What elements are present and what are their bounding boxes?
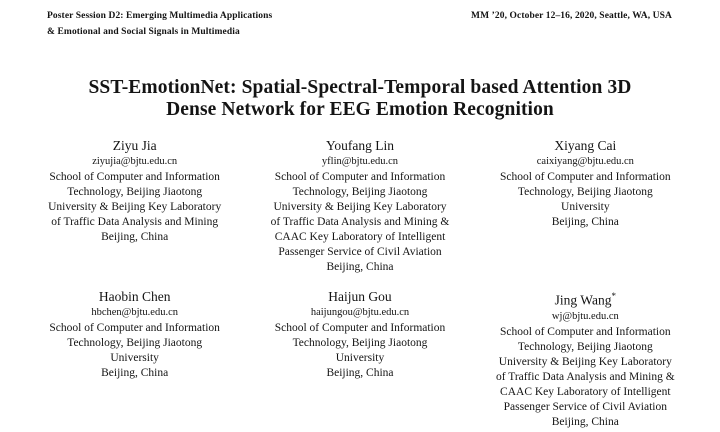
- affiliation-line: CAAC Key Laboratory of Intelligent: [500, 385, 671, 398]
- author-name-text: Xiyang Cai: [554, 138, 617, 153]
- author-name-text: Jing Wang: [554, 292, 612, 308]
- affiliation-line: Beijing, China: [326, 367, 394, 379]
- affiliation-line: Beijing, China: [551, 216, 619, 228]
- paper-title: [0, 77, 720, 121]
- author-footnote-marker: *: [611, 291, 616, 301]
- affiliation-line: of Traffic Data Analysis and Mining &: [495, 370, 675, 383]
- session-title-line-1: Poster Session D2: Emerging Multimedia Applications: [47, 11, 273, 21]
- affiliation-line: Passenger Service of Civil Aviation: [503, 400, 667, 413]
- affiliation-line: University & Beijing Key Laboratory: [48, 201, 222, 213]
- author-block: [249, 288, 470, 381]
- author-email: ziyujia@bjtu.edu.cn: [92, 156, 178, 167]
- author-email: hbchen@bjtu.edu.cn: [91, 307, 178, 318]
- author-name: [475, 137, 696, 154]
- paper-title-line-2: Dense Network for EEG Emotion Recognition: [166, 99, 554, 120]
- affiliation-line: Beijing, China: [101, 367, 169, 379]
- affiliation-line: University & Beijing Key Laboratory: [273, 201, 447, 213]
- authors-grid: [24, 137, 696, 430]
- affiliation-line: of Traffic Data Analysis and Mining: [51, 216, 219, 228]
- affiliation-line: Beijing, China: [551, 415, 619, 428]
- author-email: caixiyang@bjtu.edu.cn: [536, 156, 634, 167]
- running-header: [47, 9, 672, 40]
- affiliation-line: School of Computer and Information: [500, 325, 671, 338]
- affiliation-line: School of Computer and Information: [49, 322, 220, 334]
- author-affiliation: [249, 170, 470, 275]
- author-block: [249, 137, 470, 275]
- author-block: [24, 137, 245, 245]
- author-affiliation: [249, 321, 470, 381]
- author-name: [249, 288, 470, 305]
- author-email: yflin@bjtu.edu.cn: [321, 156, 399, 167]
- author-block: [475, 137, 696, 230]
- affiliation-line: of Traffic Data Analysis and Mining &: [270, 216, 450, 228]
- affiliation-line: Passenger Service of Civil Aviation: [278, 246, 442, 258]
- author-name-text: Haobin Chen: [98, 289, 171, 304]
- author-block: [475, 288, 696, 430]
- affiliation-line: Technology, Beijing Jiaotong: [517, 186, 653, 198]
- affiliation-line: Beijing, China: [326, 261, 394, 273]
- author-name-text: Youfang Lin: [325, 138, 394, 153]
- affiliation-line: University: [335, 352, 385, 364]
- affiliation-line: Technology, Beijing Jiaotong: [292, 186, 428, 198]
- author-affiliation: [475, 170, 696, 230]
- affiliation-line: School of Computer and Information: [274, 322, 446, 334]
- author-name: [24, 288, 245, 305]
- session-title-line-2: & Emotional and Social Signals in Multimedia: [47, 26, 240, 37]
- affiliation-line: School of Computer and Information: [274, 171, 446, 183]
- author-affiliation: [24, 170, 245, 245]
- author-name-text: Haijun Gou: [328, 289, 392, 304]
- affiliation-line: University: [561, 201, 610, 213]
- running-header-session: [47, 9, 272, 40]
- author-block: [24, 288, 245, 381]
- affiliation-line: Technology, Beijing Jiaotong: [67, 337, 203, 349]
- author-email: wj@bjtu.edu.cn: [551, 310, 619, 322]
- affiliation-line: Technology, Beijing Jiaotong: [292, 337, 428, 349]
- author-name: [475, 288, 696, 309]
- running-header-conference: MM ’20, October 12–16, 2020, Seattle, WA, USA: [471, 11, 672, 21]
- author-affiliation: [24, 321, 245, 381]
- author-name: [249, 137, 470, 154]
- affiliation-line: Technology, Beijing Jiaotong: [67, 186, 203, 198]
- paper-title-line-1: SST-EmotionNet: Spatial-Spectral-Temporal based Attention 3D: [88, 77, 632, 98]
- affiliation-line: School of Computer and Information: [500, 171, 671, 183]
- author-name-text: Ziyu Jia: [112, 138, 157, 153]
- affiliation-line: CAAC Key Laboratory of Intelligent: [274, 231, 446, 243]
- affiliation-line: University: [110, 352, 159, 364]
- author-name: [24, 137, 245, 154]
- affiliation-line: School of Computer and Information: [49, 171, 220, 183]
- affiliation-line: Technology, Beijing Jiaotong: [517, 340, 653, 353]
- affiliation-line: University & Beijing Key Laboratory: [498, 355, 672, 368]
- author-affiliation: [475, 325, 696, 430]
- author-email: haijungou@bjtu.edu.cn: [310, 307, 410, 318]
- affiliation-line: Beijing, China: [101, 231, 169, 243]
